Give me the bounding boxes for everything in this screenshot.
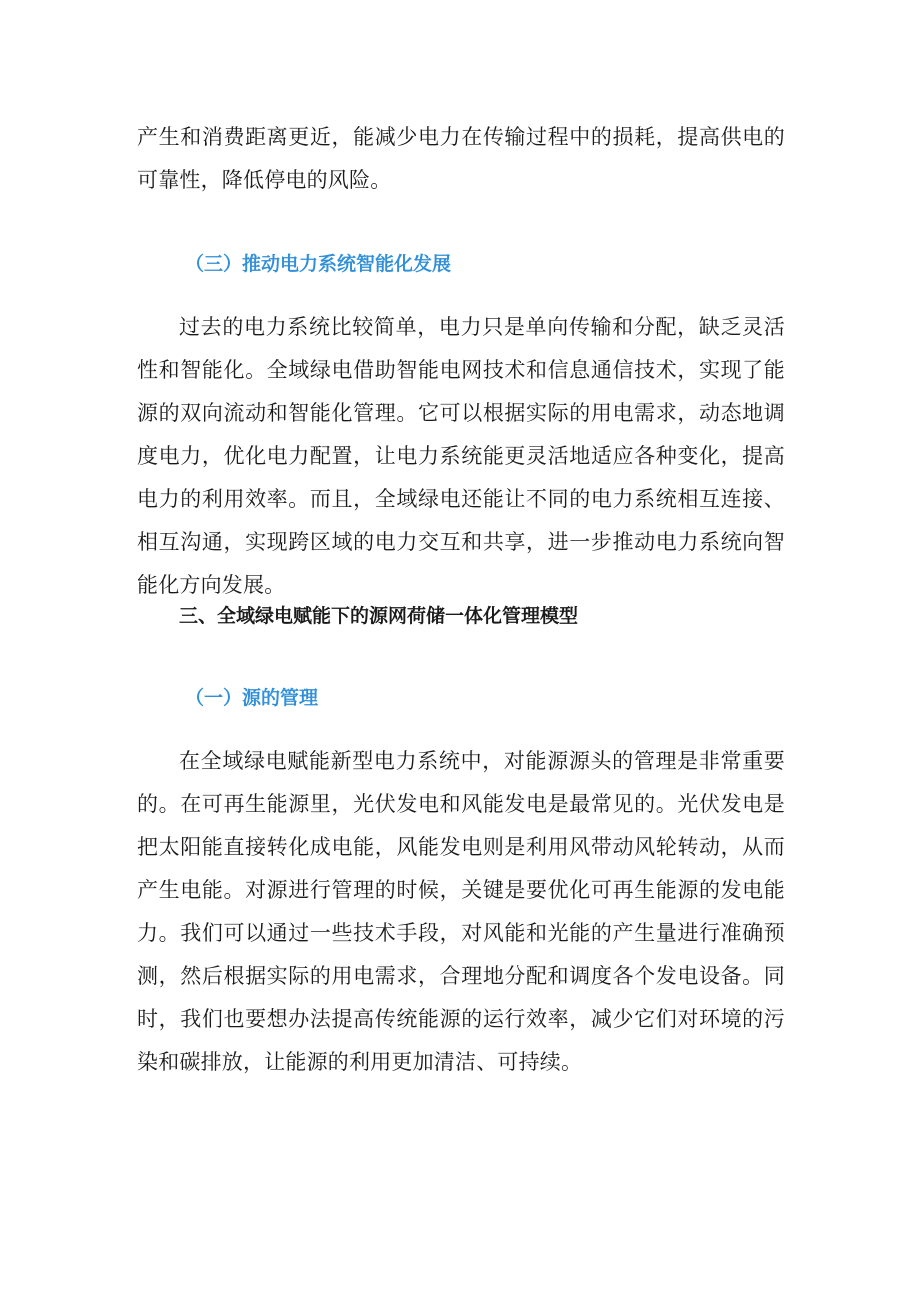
section-heading-integrated-management-model: 三、全域绿电赋能下的源网荷储一体化管理模型 (179, 605, 579, 627)
paragraph-smart-power-system: 过去的电力系统比较简单，电力只是单向传输和分配，缺乏灵活性和智能化。全域绿电借助智能电网技术和信息通信技术，实现了能源的双向流动和智能化管理。它可以根据实际的用电需求，动态地调度电力，优化电力配置，让电力系统能更灵活地适应各种变化，提高电力的利用效率。而且，全域绿电还能让不同的电力系统相互连接、相互沟通，实现跨区域的电力交互和共享，进一步推动电力系统向智能化方向发展。 (137, 315, 785, 597)
paragraph-continuation: 产生和消费距离更近，能减少电力在传输过程中的损耗，提高供电的可靠性，降低停电的风险。 (137, 125, 785, 192)
subheading-promote-smart-grid: （三）推动电力系统智能化发展 (185, 253, 452, 275)
paragraph-source-management: 在全域绿电赋能新型电力系统中，对能源源头的管理是非常重要的。在可再生能源里，光伏发电和风能发电是最常见的。光伏发电是把太阳能直接转化成电能，风能发电则是利用风带动风轮转动，从而产生电能。对源进行管理的时候，关键是要优化可再生能源的发电能力。我们可以通过一些技术手段，对风能和光能的产生量进行准确预测，然后根据实际的用电需求，合理地分配和调度各个发电设备。同时，我们也要想办法提高传统能源的运行效率，减少它们对环境的污染和碳排放，让能源的利用更加清洁、可持续。 (137, 749, 785, 1074)
subheading-source-management: （一）源的管理 (185, 687, 319, 709)
